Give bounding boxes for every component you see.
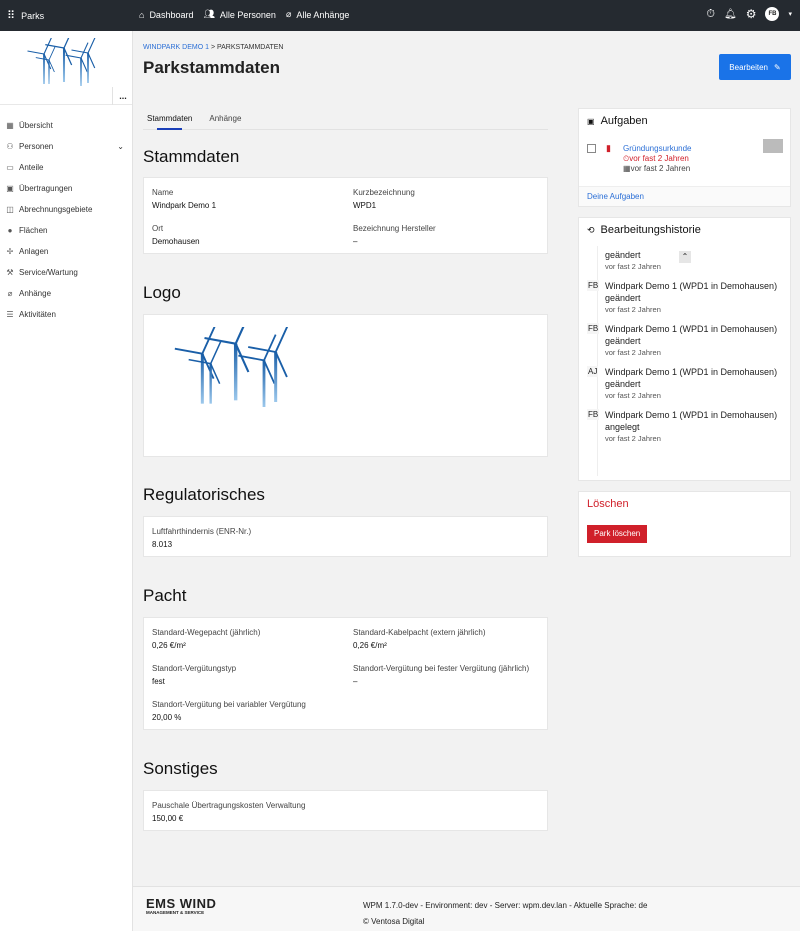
field-value: Demohausen xyxy=(152,237,200,246)
breadcrumb xyxy=(143,44,284,51)
field-value: 0,26 €/m² xyxy=(353,641,387,650)
sidebar-icon: ☰ xyxy=(6,310,14,319)
aufgaben-title: Aufgaben xyxy=(600,115,648,127)
bell-icon[interactable]: 🔔︎ xyxy=(724,8,737,20)
sidebar-item-label: Service/Wartung xyxy=(19,268,78,277)
sidebar-icon: ⚒ xyxy=(6,268,14,277)
tabs xyxy=(143,108,548,130)
park-logo-image xyxy=(164,327,314,427)
sidebar-icon: ✢ xyxy=(6,247,14,256)
footer xyxy=(133,886,800,931)
top-bar xyxy=(0,0,800,31)
task-assignee-avatar xyxy=(763,139,783,153)
field-label: Standort-Vergütung bei fester Vergütung (jährlich) xyxy=(353,664,530,673)
calendar-icon: ▦ xyxy=(623,164,631,173)
ems-wind-logo: EMS WIND MANAGEMENT & SERVICE xyxy=(146,896,217,915)
timer-icon[interactable]: ⏱︎ xyxy=(706,7,716,20)
sidebar-item-übertragungen[interactable] xyxy=(0,178,132,199)
task-link[interactable]: Gründungsurkunde xyxy=(623,144,692,153)
history-text: Windpark Demo 1 (WPD1 in Demohausen) geändert xyxy=(605,324,778,346)
bookmark-icon: ▮ xyxy=(606,143,611,153)
historie-title: Bearbeitungshistorie xyxy=(600,224,701,236)
sidebar-item-label: Übertragungen xyxy=(19,184,73,193)
chevron-down-icon[interactable]: ▾ xyxy=(788,11,792,18)
loeschen-title: Löschen xyxy=(587,498,629,510)
sidebar-item-label: Flächen xyxy=(19,226,48,235)
field-value: 8.013 xyxy=(152,540,173,549)
section-title-pacht: Pacht xyxy=(143,586,187,605)
sidebar-item-label: Anhänge xyxy=(19,289,52,298)
people-icon: 👥︎ xyxy=(203,9,215,19)
sidebar-item-label: Personen xyxy=(19,142,54,151)
sidebar-item-personen[interactable] xyxy=(0,136,132,157)
task-due: vor fast 2 Jahren xyxy=(629,154,689,163)
section-title-logo: Logo xyxy=(143,283,181,302)
pacht-card xyxy=(143,617,548,730)
history-date: vor fast 2 Jahren xyxy=(605,305,661,314)
history-item xyxy=(579,366,790,400)
field-label: Bezeichnung Hersteller xyxy=(353,224,436,233)
field-value: fest xyxy=(152,677,165,686)
page-title: Parkstammdaten xyxy=(143,58,281,77)
nav-alle-personen[interactable]: 👥︎ Alle Personen xyxy=(203,9,276,20)
user-initials: AJ xyxy=(588,367,598,376)
sidebar-item-service-wartung[interactable] xyxy=(0,262,132,283)
sidebar-item-label: Übersicht xyxy=(19,121,53,130)
stammdaten-card xyxy=(143,177,548,254)
tab-anhaenge[interactable]: Anhänge xyxy=(209,114,242,123)
footer-info: WPM 1.7.0-dev - Environment: dev - Server: wpm.dev.lan - Aktuelle Sprache: de xyxy=(363,901,648,910)
sidebar-item-label: Anteile xyxy=(19,163,44,172)
logo-card xyxy=(143,314,548,457)
sidebar xyxy=(0,31,133,931)
sidebar-item-flächen[interactable] xyxy=(0,220,132,241)
sidebar-item-label: Aktivitäten xyxy=(19,310,56,319)
field-value: 20,00 % xyxy=(152,713,182,722)
grid-icon: ⠿ xyxy=(7,10,16,22)
section-title-stammdaten: Stammdaten xyxy=(143,147,240,166)
history-item xyxy=(579,323,790,357)
field-label: Standard-Wegepacht (jährlich) xyxy=(152,628,261,637)
history-text: Windpark Demo 1 (WPD1 in Demohausen) geändert xyxy=(605,367,778,389)
task-checkbox[interactable] xyxy=(587,144,596,153)
gear-icon[interactable]: ⚙ xyxy=(745,7,757,21)
paperclip-icon: ⌀ xyxy=(285,9,292,19)
field-label: Name xyxy=(152,188,174,197)
tab-stammdaten[interactable]: Stammdaten xyxy=(143,108,196,129)
clock-icon: ⏲ xyxy=(623,154,630,163)
app-title: Parks xyxy=(21,10,45,21)
field-value: 0,26 €/m² xyxy=(152,641,186,650)
sidebar-item-aktivitäten[interactable] xyxy=(0,304,132,325)
sonstiges-card xyxy=(143,790,548,831)
field-value: WPD1 xyxy=(353,201,377,210)
sidebar-icon: ▣ xyxy=(6,184,14,193)
history-date: vor fast 2 Jahren xyxy=(605,434,661,443)
sidebar-icon: ⚇ xyxy=(6,142,14,151)
section-title-sonstiges: Sonstiges xyxy=(143,759,218,778)
field-value: Windpark Demo 1 xyxy=(152,201,217,210)
field-label: Standard-Kabelpacht (extern jährlich) xyxy=(353,628,486,637)
field-label: Ort xyxy=(152,224,164,233)
field-label: Standort-Vergütungstyp xyxy=(152,664,237,673)
nav-alle-anhaenge[interactable]: ⌀ Alle Anhänge xyxy=(285,9,350,20)
app-switcher[interactable] xyxy=(7,9,44,22)
user-avatar[interactable]: FB xyxy=(765,7,779,21)
field-label: Kurzbezeichnung xyxy=(353,188,415,197)
deine-aufgaben-link[interactable]: Deine Aufgaben xyxy=(579,186,790,206)
history-item xyxy=(579,409,790,443)
regulatorisches-card xyxy=(143,516,548,557)
section-title-regulatorisches: Regulatorisches xyxy=(143,485,265,504)
sidebar-item-label: Anlagen xyxy=(19,247,49,256)
history-date: vor fast 2 Jahren xyxy=(605,262,661,271)
sidebar-item-anlagen[interactable] xyxy=(0,241,132,262)
edit-button[interactable] xyxy=(719,54,791,80)
clipboard-icon: ▣ xyxy=(587,116,595,126)
field-label: Standort-Vergütung bei variabler Vergütung xyxy=(152,700,306,709)
sidebar-item-abrechnungsgebiete[interactable] xyxy=(0,199,132,220)
edit-label: Bearbeiten xyxy=(729,62,768,72)
history-date: vor fast 2 Jahren xyxy=(605,348,661,357)
loeschen-card xyxy=(578,491,791,557)
historie-card xyxy=(578,217,791,481)
sidebar-item-label: Abrechnungsgebiete xyxy=(19,205,93,214)
home-icon: ⌂ xyxy=(139,9,145,20)
delete-park-button[interactable]: Park löschen xyxy=(587,525,647,543)
history-icon: ⟲ xyxy=(587,224,595,235)
sidebar-item-übersicht[interactable] xyxy=(0,115,132,136)
sidebar-icon: ⌀ xyxy=(7,289,13,298)
sidebar-item-anteile[interactable] xyxy=(0,157,132,178)
user-initials: FB xyxy=(588,324,599,333)
aufgaben-card xyxy=(578,108,791,207)
more-button[interactable]: ... xyxy=(112,87,133,105)
scroll-up-button[interactable]: ⌃ xyxy=(679,251,691,263)
sidebar-icon: ▦ xyxy=(6,121,14,130)
field-value: – xyxy=(353,237,358,246)
task-created: vor fast 2 Jahren xyxy=(630,164,691,173)
user-initials: FB xyxy=(588,410,599,419)
sidebar-item-anhänge[interactable] xyxy=(0,283,132,304)
sidebar-icon: ◫ xyxy=(6,205,14,214)
user-initials: FB xyxy=(588,281,599,290)
chevron-down-icon[interactable]: ⌄ xyxy=(117,142,124,151)
history-text: Windpark Demo 1 (WPD1 in Demohausen) angelegt xyxy=(605,410,778,432)
history-text: Windpark Demo 1 (WPD1 in Demohausen) geändert xyxy=(605,281,778,303)
history-item xyxy=(579,280,790,314)
sidebar-icon: ▭ xyxy=(6,163,14,172)
history-date: vor fast 2 Jahren xyxy=(605,391,661,400)
field-label: Pauschale Übertragungskosten Verwaltung xyxy=(152,801,306,810)
pencil-icon: ✎ xyxy=(774,62,781,72)
field-label: Luftfahrthindernis (ENR-Nr.) xyxy=(152,527,252,536)
breadcrumb-current: PARKSTAMMDATEN xyxy=(216,44,284,51)
footer-copyright: © Ventosa Digital xyxy=(363,917,425,926)
field-value: 150,00 € xyxy=(152,814,184,823)
history-text: geändert xyxy=(605,250,641,260)
breadcrumb-separator: > xyxy=(209,44,217,51)
field-value: – xyxy=(353,677,358,686)
sidebar-icon: ● xyxy=(7,226,13,235)
history-item xyxy=(579,249,790,271)
breadcrumb-park-link[interactable]: WINDPARK DEMO 1 xyxy=(143,44,209,51)
nav-dashboard[interactable]: ⌂ Dashboard xyxy=(139,9,194,20)
